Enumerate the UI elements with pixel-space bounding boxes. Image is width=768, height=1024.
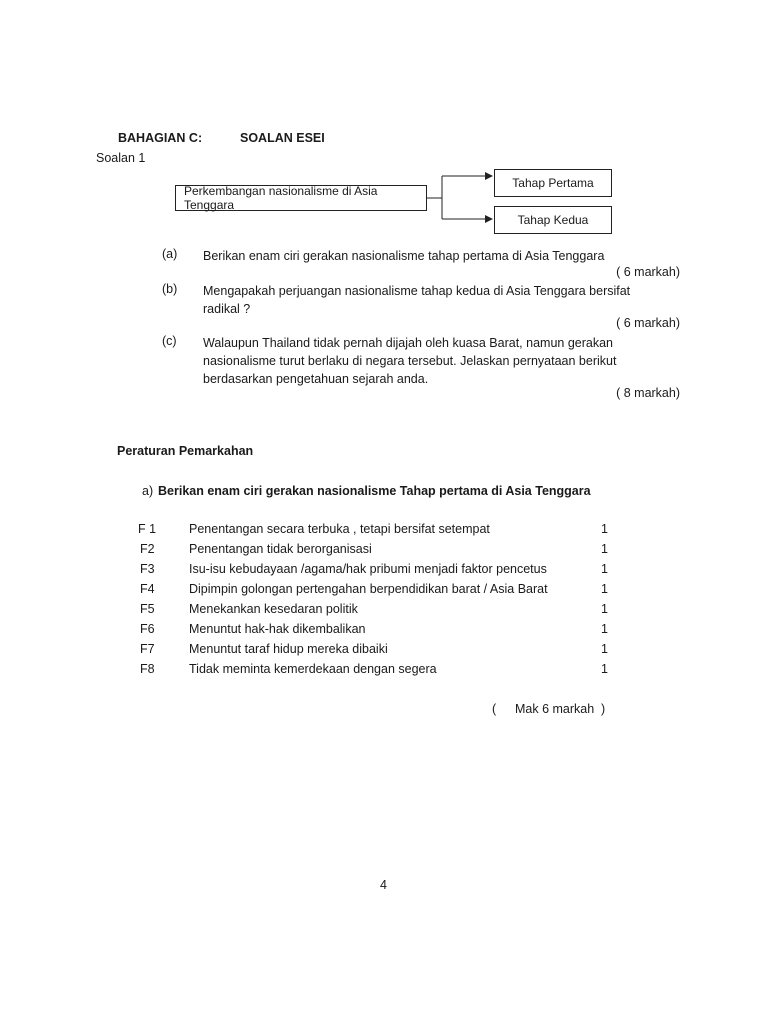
question-a-marks: ( 6 markah) <box>616 265 680 279</box>
scheme-title: Peraturan Pemarkahan <box>117 444 254 458</box>
question-a-label: (a) <box>162 247 178 261</box>
diagram-connector-arrows <box>0 0 768 260</box>
scheme-sub-title: Berikan enam ciri gerakan nasionalisme Tahap pertama di Asia Tenggara <box>158 484 591 498</box>
scheme-text: Menuntut hak-hak dikembalikan <box>189 622 366 636</box>
scheme-row <box>0 582 768 602</box>
question-b-marks: ( 6 markah) <box>616 316 680 330</box>
scheme-mark: 1 <box>601 642 608 656</box>
scheme-code: F7 <box>140 642 155 656</box>
max-marks-open: ( <box>492 702 497 716</box>
scheme-row <box>0 542 768 562</box>
scheme-text: Penentangan secara terbuka , tetapi bersifat setempat <box>189 522 490 536</box>
diagram-stage-one-text: Tahap Pertama <box>512 176 594 190</box>
scheme-row <box>0 622 768 642</box>
scheme-text: Menekankan kesedaran politik <box>189 602 358 616</box>
scheme-text: Penentangan tidak berorganisasi <box>189 542 372 556</box>
section-label: BAHAGIAN C <box>118 131 198 145</box>
scheme-code: F4 <box>140 582 155 596</box>
question-c-text: Walaupun Thailand tidak pernah dijajah oleh kuasa Barat, namun gerakan nasionalisme turut berlaku di negara tersebut. Jelaskan pernyataan berikut berdasarkan pengetahuan sejarah anda. <box>203 336 617 386</box>
question-c-marks: ( 8 markah) <box>616 386 680 400</box>
section-colon: : <box>198 131 203 145</box>
diagram-main-text: Perkembangan nasionalisme di Asia Tenggara <box>184 184 378 212</box>
scheme-mark: 1 <box>601 662 608 676</box>
scheme-text: Tidak meminta kemerdekaan dengan segera <box>189 662 437 676</box>
max-marks-close: ) <box>601 702 606 716</box>
max-marks-text: Mak 6 markah <box>515 702 595 716</box>
scheme-mark: 1 <box>601 602 608 616</box>
scheme-sub-prefix: a) <box>142 484 154 498</box>
scheme-code: F 1 <box>138 522 157 536</box>
section-title: SOALAN ESEI <box>240 131 325 145</box>
scheme-row <box>0 522 768 542</box>
scheme-text: Isu-isu kebudayaan /agama/hak pribumi menjadi faktor pencetus <box>189 562 547 576</box>
question-c-label: (c) <box>162 334 177 348</box>
scheme-code: F6 <box>140 622 155 636</box>
question-b-label: (b) <box>162 282 178 296</box>
scheme-mark: 1 <box>601 542 608 556</box>
scheme-row <box>0 562 768 582</box>
scheme-code: F8 <box>140 662 155 676</box>
scheme-row <box>0 602 768 622</box>
scheme-code: F3 <box>140 562 155 576</box>
question-label: Soalan 1 <box>96 151 146 165</box>
scheme-row <box>0 642 768 662</box>
scheme-mark: 1 <box>601 562 608 576</box>
scheme-code: F2 <box>140 542 155 556</box>
scheme-text: Dipimpin golongan pertengahan berpendidikan barat / Asia Barat <box>189 582 548 596</box>
page-number: 4 <box>380 878 387 892</box>
question-b-text: Mengapakah perjuangan nasionalisme tahap kedua di Asia Tenggara bersifat radikal ? <box>203 284 631 316</box>
scheme-mark: 1 <box>601 582 608 596</box>
scheme-text: Menuntut taraf hidup mereka dibaiki <box>189 642 388 656</box>
scheme-mark: 1 <box>601 622 608 636</box>
diagram-stage-two-text: Tahap Kedua <box>517 213 589 227</box>
scheme-row <box>0 662 768 682</box>
scheme-mark: 1 <box>601 522 608 536</box>
question-a-text: Berikan enam ciri gerakan nasionalisme tahap pertama di Asia Tenggara <box>203 249 605 263</box>
scheme-code: F5 <box>140 602 155 616</box>
